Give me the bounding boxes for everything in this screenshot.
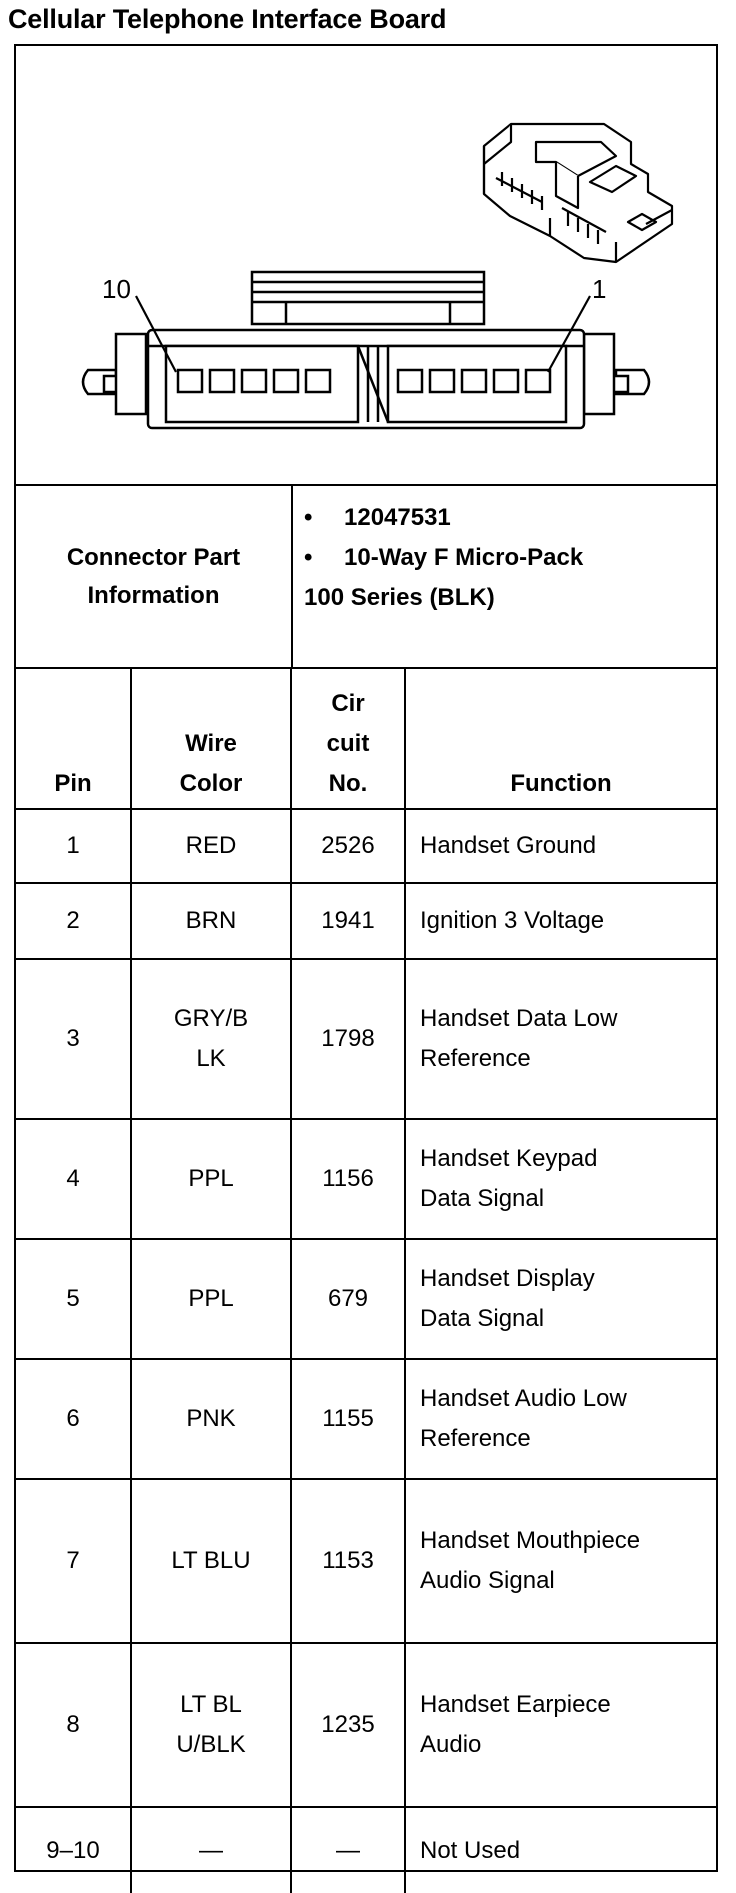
table-row bbox=[16, 1239, 716, 1359]
connector-part-info-label-text: Connector Part Information bbox=[66, 543, 241, 609]
connector-diagram bbox=[16, 46, 716, 486]
connector-part-info bbox=[16, 486, 716, 669]
table-row bbox=[16, 1643, 716, 1807]
wire-color-cell: PNK bbox=[131, 1359, 291, 1479]
header-function: Function bbox=[405, 669, 716, 809]
page-title: Cellular Telephone Interface Board bbox=[8, 4, 447, 34]
pin-cell: 7 bbox=[16, 1479, 131, 1643]
circuit-cell: 1156 bbox=[291, 1119, 405, 1239]
function-cell: Ignition 3 Voltage bbox=[405, 883, 716, 959]
connector-part-info-label bbox=[16, 486, 293, 667]
table-row bbox=[16, 959, 716, 1119]
table-row bbox=[16, 1479, 716, 1643]
circuit-cell: 1235 bbox=[291, 1643, 405, 1807]
pin-10-label: 10 bbox=[102, 274, 131, 304]
table-row bbox=[16, 1807, 716, 1893]
connector-3d-view bbox=[484, 124, 672, 262]
part-number-line: • 12047531 bbox=[304, 504, 451, 531]
wire-color-cell: LT BLU/BLK bbox=[131, 1643, 291, 1807]
wire-color-cell: LT BLU bbox=[131, 1479, 291, 1643]
table-row bbox=[16, 1119, 716, 1239]
circuit-cell: 679 bbox=[291, 1239, 405, 1359]
wire-color-cell: BRN bbox=[131, 883, 291, 959]
table-row bbox=[16, 883, 716, 959]
circuit-cell: 1798 bbox=[291, 959, 405, 1119]
function-cell: Handset Data Low Reference bbox=[405, 959, 716, 1119]
wire-color-cell: PPL bbox=[131, 1119, 291, 1239]
function-cell: Handset Earpiece Audio bbox=[405, 1643, 716, 1807]
pin-1-label: 1 bbox=[592, 274, 607, 304]
pin-cell: 1 bbox=[16, 809, 131, 883]
function-cell: Handset Keypad Data Signal bbox=[405, 1119, 716, 1239]
header-wire-color: Wire Color bbox=[131, 669, 291, 809]
function-cell: Not Used bbox=[405, 1807, 716, 1893]
connector-illustration bbox=[16, 46, 716, 484]
circuit-cell: 1941 bbox=[291, 883, 405, 959]
function-cell: Handset Display Data Signal bbox=[405, 1239, 716, 1359]
pin-cell: 3 bbox=[16, 959, 131, 1119]
table-header-row bbox=[16, 669, 716, 809]
pin-cell: 9–10 bbox=[16, 1807, 131, 1893]
part-type-line: • 10-Way F Micro-Pack bbox=[304, 544, 584, 571]
header-pin: Pin bbox=[16, 669, 131, 809]
pin-cell: 5 bbox=[16, 1239, 131, 1359]
part-number: 12047531 bbox=[344, 504, 451, 531]
circuit-cell: 1153 bbox=[291, 1479, 405, 1643]
wire-color-cell: — bbox=[131, 1807, 291, 1893]
connector-front-view bbox=[83, 272, 649, 428]
pin-cell: 8 bbox=[16, 1643, 131, 1807]
part-series: 100 Series (BLK) bbox=[304, 584, 495, 611]
wire-color-cell: PPL bbox=[131, 1239, 291, 1359]
function-cell: Handset Mouthpiece Audio Signal bbox=[405, 1479, 716, 1643]
table-row bbox=[16, 809, 716, 883]
pin-cell: 4 bbox=[16, 1119, 131, 1239]
wire-color-cell: RED bbox=[131, 809, 291, 883]
pin-cell: 6 bbox=[16, 1359, 131, 1479]
function-cell: Handset Ground bbox=[405, 809, 716, 883]
connector-table-frame bbox=[14, 44, 718, 1872]
wire-color-cell: GRY/BLK bbox=[131, 959, 291, 1119]
circuit-cell: 1155 bbox=[291, 1359, 405, 1479]
header-circuit-no: Cir cuit No. bbox=[291, 669, 405, 809]
circuit-cell: 2526 bbox=[291, 809, 405, 883]
function-cell: Handset Audio Low Reference bbox=[405, 1359, 716, 1479]
circuit-cell: — bbox=[291, 1807, 405, 1893]
part-type: 10-Way F Micro-Pack bbox=[344, 544, 584, 571]
pin-cell: 2 bbox=[16, 883, 131, 959]
pin-table bbox=[16, 669, 716, 1893]
connector-part-list bbox=[304, 498, 583, 618]
table-row bbox=[16, 1359, 716, 1479]
